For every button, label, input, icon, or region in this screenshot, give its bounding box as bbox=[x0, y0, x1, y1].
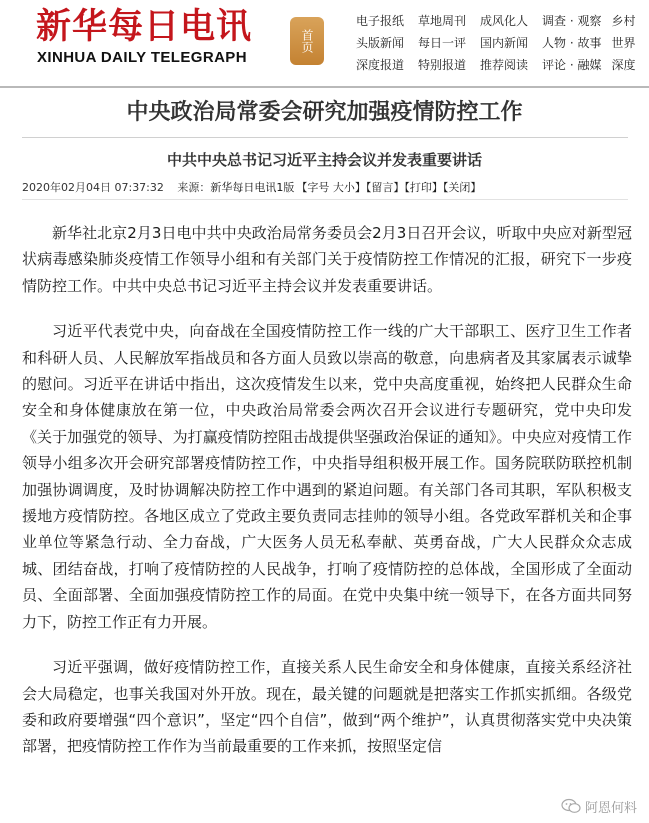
article-paragraph: 新华社北京2月3日电中共中央政治局常务委员会2月3日召开会议，听取中央应对新型冠状病毒感染肺炎疫情工作领导小组和有关部门关于疫情防控工作情况的汇报，研究下一步疫情防控工作。中共中央总书记习近平主持会议并发表重要讲话。 bbox=[22, 224, 632, 295]
nav-link[interactable]: 人物 · 故事 bbox=[542, 36, 602, 50]
title-divider bbox=[22, 137, 628, 138]
publish-datetime: 2020年02月04日 07:37:32 bbox=[22, 181, 164, 194]
wechat-watermark bbox=[557, 795, 641, 817]
nav-link[interactable]: 电子报纸 bbox=[356, 14, 405, 28]
nav-row-3 bbox=[356, 54, 649, 76]
top-nav bbox=[356, 10, 649, 76]
nav-link[interactable]: 推荐阅读 bbox=[480, 58, 529, 72]
nav-link[interactable]: 世界 bbox=[611, 36, 636, 50]
nav-link[interactable]: 深度报道 bbox=[356, 58, 405, 72]
masthead-divider bbox=[0, 86, 649, 88]
nav-link[interactable]: 国内新闻 bbox=[480, 36, 529, 50]
nav-link[interactable]: 草地周刊 bbox=[418, 14, 467, 28]
article-paragraph: 习近平强调，做好疫情防控工作，直接关系人民生命安全和身体健康，直接关系经济社会大局稳定，也事关我国对外开放。现在，最关键的问题就是把落实工作抓实抓细。各级党委和政府要增强“四个意识”，坚定“四个自信”，做到“两个维护”，认真贯彻落实党中央决策部署，把疫情防控工作作为当前最重要的工作来抓，按照坚定信 bbox=[22, 658, 632, 756]
article-meta bbox=[22, 178, 628, 198]
nav-link[interactable]: 深度 bbox=[611, 58, 636, 72]
nav-link[interactable]: 评论 · 融媒 bbox=[542, 58, 602, 72]
print-link[interactable]: 【打印】 bbox=[404, 181, 443, 194]
article-body bbox=[22, 220, 632, 779]
nav-link[interactable]: 成风化人 bbox=[480, 14, 529, 28]
article-subtitle: 中共中央总书记习近平主持会议并发表重要讲话 bbox=[166, 151, 482, 169]
home-seal-icon[interactable]: 首页 bbox=[290, 17, 324, 65]
nav-row-1 bbox=[356, 10, 649, 32]
nav-link[interactable]: 特别报道 bbox=[418, 58, 467, 72]
wechat-icon bbox=[561, 798, 581, 814]
comment-link[interactable]: 【留言】 bbox=[365, 181, 405, 194]
nav-link[interactable]: 头版新闻 bbox=[356, 36, 405, 50]
newspaper-logo[interactable]: 新华每日电讯 bbox=[36, 6, 253, 47]
meta-divider bbox=[22, 199, 628, 200]
font-size-link[interactable]: 【字号 大小】 bbox=[296, 181, 366, 194]
newspaper-logo-english: XINHUA DAILY TELEGRAPH bbox=[37, 49, 247, 66]
article-title: 中央政治局常委会研究加强疫情防控工作 bbox=[126, 99, 523, 125]
source-label: 来源： bbox=[177, 181, 211, 194]
nav-link[interactable]: 调查 · 观察 bbox=[542, 14, 602, 28]
nav-row-2 bbox=[356, 32, 649, 54]
source-name: 新华每日电讯1版 bbox=[210, 181, 295, 194]
nav-link[interactable]: 每日一评 bbox=[418, 36, 467, 50]
masthead bbox=[0, 0, 649, 92]
close-link[interactable]: 【关闭】 bbox=[442, 181, 482, 194]
nav-link[interactable]: 乡村 bbox=[611, 14, 636, 28]
article-paragraph: 习近平代表党中央，向奋战在全国疫情防控工作一线的广大干部职工、医疗卫生工作者和科研人员、人民解放军指战员和各方面人员致以崇高的敬意，向患病者及其家属表示诚挚的慰问。习近平在讲话中指出，这次疫情发生以来，党中央高度重视，始终把人民群众生命安全和身体健康放在第一位，中央政治局常委会两次召开会议进行专题研究，党中央印发《关于加强党的领导、为打赢疫情防控阻击战提供坚强政治保证的通知》。中央应对疫情工作领导小组多次开会研究部署疫情防控工作，中央指导组积极开展工作。国务院联防联控机制加强协调调度，及时协调解决防控工作中遇到的紧迫问题。有关部门各司其职，军队积极支援地方疫情防控。各地区成立了党政主要负责同志挂帅的领导小组。各党政军群机关和企事业单位等紧急行动、全力奋战，广大医务人员无私奉献、英勇奋战，广大人民群众众志成城、团结奋战，打响了疫情防控的人民战争，打响了疫情防控的总体战，全国形成了全面动员、全面部署、全面加强疫情防控工作的局面。在党中央集中统一领导下，在各方面共同努力下，防控工作正有力开展。 bbox=[22, 322, 632, 631]
watermark-text: 阿恩何料 bbox=[584, 800, 637, 816]
